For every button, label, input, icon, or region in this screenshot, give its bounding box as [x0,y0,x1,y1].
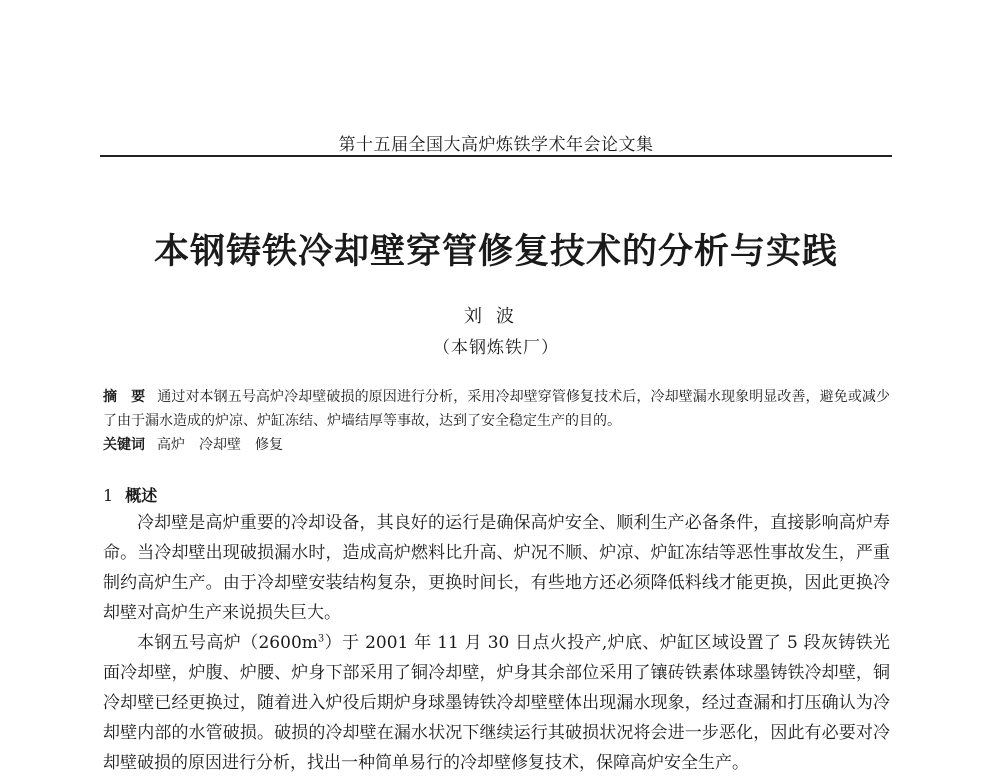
keywords [103,433,890,457]
keyword-item: 修复 [255,437,283,453]
section-heading [103,484,157,508]
keyword-item: 冷却壁 [199,437,241,453]
abstract-text: 通过对本钢五号高炉冷却壁破损的原因进行分析，采用冷却壁穿管修复技术后，冷却壁漏水现象明显改善，避免或减少了由于漏水造成的炉凉、炉缸冻结、炉墙结厚等事故，达到了安全稳定生产的目的。 [103,389,891,429]
paragraph-text-start: 本钢五号高炉（2600m [137,633,318,653]
section-body [103,508,890,778]
author-name: 刘波 [464,306,528,327]
body-paragraph [103,628,890,778]
abstract-label: 摘 要 [103,389,146,405]
section-number: 1 [103,486,114,505]
running-header: 第十五届全国大高炉炼铁学术年会论文集 [338,135,654,155]
keyword-item: 高炉 [157,437,185,453]
section-title: 概述 [125,486,158,505]
paper-title: 本钢铸铁冷却壁穿管修复技术的分析与实践 [153,232,838,272]
superscript: 3 [317,633,325,645]
keywords-label: 关键词 [103,437,145,453]
body-paragraph: 冷却壁是高炉重要的冷却设备，其良好的运行是确保高炉安全、顺利生产必备条件，直接影响高炉寿命。当冷却壁出现破损漏水时，造成高炉燃料比升高、炉况不顺、炉凉、炉缸冻结等恶性事故发生，严重制约高炉生产。由于冷却壁安装结构复杂，更换时间长，有些地方还必须降低料线才能更换，因此更换冷却壁对高炉生产来说损失巨大。 [103,513,890,623]
paragraph-text-rest: ）于 2001 年 11 月 30 日点火投产,炉底、炉缸区域设置了 5 段灰铸铁光面冷却壁，炉腹、炉腰、炉身下部采用了铜冷却壁，炉身其余部位采用了镶砖铁素体球墨铸铁冷却壁，铜冷却壁已经更换过，随着进入炉役后期炉身球墨铸铁冷却壁壁体出现漏水现象，经过查漏和打压确认为冷却壁内部的水管破损。破损的冷却壁在漏水状况下继续运行其破损状况将会进一步恶化，因此有必要对冷却壁破损的原因进行分析，找出一种简单易行的冷却壁修复技术，保障高炉安全生产。 [103,633,890,773]
author-affiliation: （本钢炼铁厂） [433,338,559,358]
abstract [103,385,890,433]
header-rule [100,155,892,157]
